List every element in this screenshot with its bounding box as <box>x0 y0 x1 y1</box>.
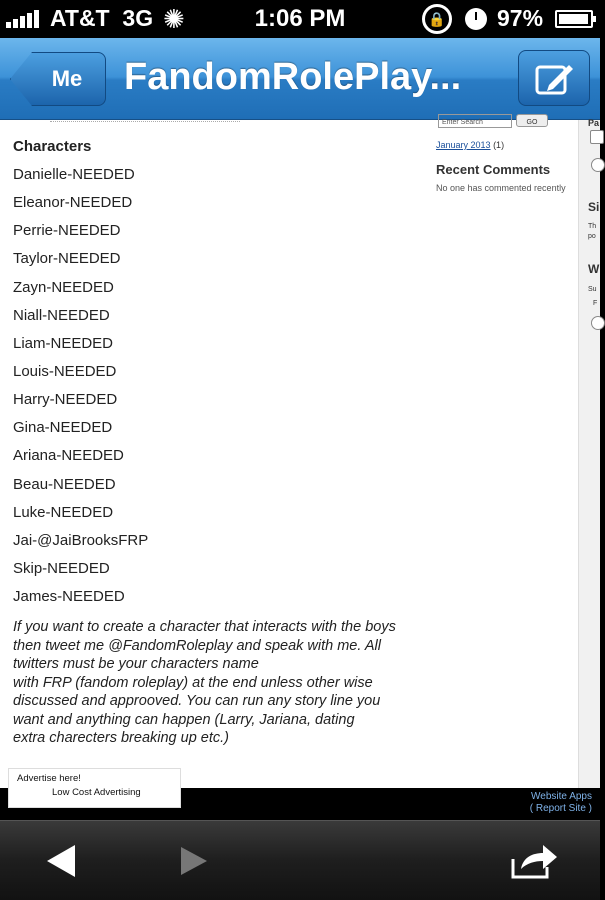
instruction-line: twitters must be your characters name <box>13 656 259 672</box>
roleplay-instructions <box>13 618 418 748</box>
characters-list <box>13 165 148 615</box>
archive-count: (1) <box>493 140 505 150</box>
alarm-clock-icon <box>465 8 487 30</box>
right-radio-2[interactable] <box>591 316 605 330</box>
instruction-line: discussed and approoved. You can run any story line you <box>13 693 381 709</box>
right-fragment-4: po <box>588 233 596 240</box>
character-item: Liam-NEEDED <box>13 334 114 352</box>
activity-spinner-icon: ✺ <box>163 4 185 34</box>
right-fragment-1: Pa <box>588 118 600 128</box>
instruction-line: extra charecters breaking up etc.) <box>13 730 229 746</box>
share-button[interactable] <box>505 839 565 883</box>
advertisement-banner[interactable] <box>8 768 181 808</box>
battery-percent: 97% <box>497 5 544 31</box>
character-item: Eleanor-NEEDED <box>13 194 133 212</box>
character-item: Jai-@JaiBrooksFRP <box>13 531 149 549</box>
forward-arrow-icon <box>163 839 223 883</box>
network-type: 3G <box>122 5 154 31</box>
right-fragment-6: Su <box>588 286 597 293</box>
recent-comments-text: No one has commented recently <box>436 183 566 193</box>
instruction-line: want and anything can happen (Larry, Jariana, dating <box>13 711 355 728</box>
compose-icon <box>535 61 575 97</box>
share-icon <box>505 839 565 883</box>
page-title: FandomRolePlay... <box>124 56 462 98</box>
right-fragment-7: F <box>593 300 598 307</box>
back-button[interactable] <box>10 52 106 106</box>
instruction-line: then tweet me @FandomRoleplay and speak with me. All <box>13 637 382 654</box>
character-item: Zayn-NEEDED <box>13 278 114 296</box>
forward-arrow-button[interactable] <box>163 839 223 883</box>
character-item: Harry-NEEDED <box>13 391 118 409</box>
right-fragment-2: Si <box>588 200 600 214</box>
character-item: Taylor-NEEDED <box>13 250 121 268</box>
search-go-button[interactable]: GO <box>516 114 548 127</box>
browser-toolbar <box>0 820 600 900</box>
search-input[interactable]: Enter Search <box>438 114 512 128</box>
navigation-bar <box>0 38 600 120</box>
carrier-name: AT&T <box>50 5 110 31</box>
back-button-label: Me <box>51 66 83 91</box>
recent-comments-heading: Recent Comments <box>436 162 551 177</box>
right-checkbox[interactable] <box>590 130 604 144</box>
battery-icon <box>555 10 593 28</box>
status-time: 1:06 PM <box>254 5 346 32</box>
status-bar <box>0 0 600 38</box>
instruction-line: If you want to create a character that interacts with the boys <box>13 619 396 635</box>
right-radio-1[interactable] <box>591 158 605 172</box>
character-item: Beau-NEEDED <box>13 475 116 493</box>
character-item: Gina-NEEDED <box>13 419 113 437</box>
battery-fill <box>559 14 588 24</box>
character-item: Louis-NEEDED <box>13 362 117 380</box>
right-fragment-3: Th <box>588 223 597 230</box>
clipped-content-edge <box>50 114 240 122</box>
archive-entry <box>436 140 504 150</box>
character-item: James-NEEDED <box>13 588 125 606</box>
report-site-link[interactable]: ( Report Site ) <box>529 803 592 814</box>
back-arrow-icon <box>35 839 95 883</box>
characters-heading: Characters <box>13 138 92 155</box>
sidebar <box>436 120 578 788</box>
ad-headline: Advertise here! <box>17 773 81 784</box>
character-item: Luke-NEEDED <box>13 503 114 521</box>
compose-button[interactable] <box>518 50 590 106</box>
main-column <box>0 120 425 788</box>
back-arrow-button[interactable] <box>35 839 95 883</box>
character-item: Skip-NEEDED <box>13 559 110 577</box>
right-column-clipped <box>578 120 600 788</box>
website-apps-link[interactable]: Website Apps <box>531 791 592 802</box>
instruction-line: with FRP (fandom roleplay) at the end unless other wise <box>13 674 373 691</box>
right-fragment-5: W <box>588 262 600 276</box>
character-item: Perrie-NEEDED <box>13 222 121 240</box>
character-item: Danielle-NEEDED <box>13 166 135 183</box>
rotation-lock-icon: 🔒 <box>422 4 452 34</box>
ad-subline: Low Cost Advertising <box>52 787 141 798</box>
archive-link[interactable]: January 2013 <box>436 140 491 150</box>
character-item: Ariana-NEEDED <box>13 447 124 465</box>
character-item: Niall-NEEDED <box>13 306 110 324</box>
